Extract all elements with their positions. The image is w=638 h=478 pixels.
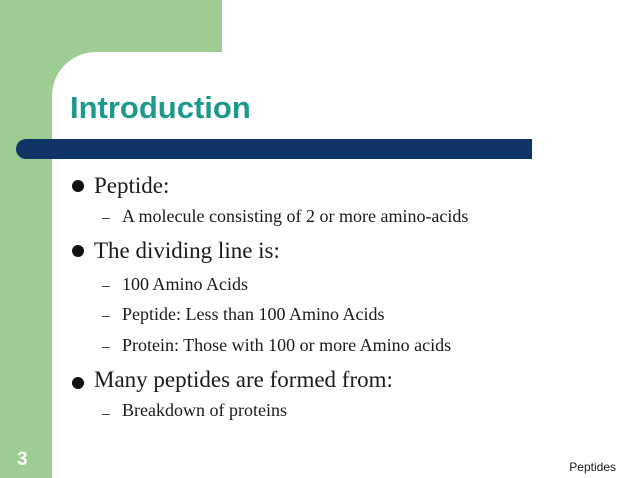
bullet-dot <box>72 180 84 192</box>
sub-bullet-text: Protein: Those with 100 or more Amino acids <box>122 335 452 355</box>
sub-bullet-dash: – <box>102 209 110 225</box>
bullet-dot <box>72 245 84 257</box>
sub-bullet-dash: – <box>102 307 110 323</box>
bullet-dot <box>72 377 84 389</box>
sub-bullet-text: Breakdown of proteins <box>122 400 287 420</box>
bullet-text: Peptide: <box>94 173 170 198</box>
footer-label: Peptides <box>569 460 616 474</box>
title-underline-bar <box>16 139 532 159</box>
sub-bullet-dash: – <box>102 405 110 421</box>
sub-bullet-dash: – <box>102 277 110 293</box>
bullet-text: Many peptides are formed from: <box>94 367 393 392</box>
green-frame-left <box>0 0 52 478</box>
sub-bullet-text: 100 Amino Acids <box>122 274 249 294</box>
sub-bullet-text: Peptide: Less than 100 Amino Acids <box>122 304 385 324</box>
bullet-text: The dividing line is: <box>94 238 280 263</box>
sub-bullet-dash: – <box>102 338 110 354</box>
slide-number: 3 <box>17 449 28 470</box>
slide-title: Introduction <box>70 90 251 125</box>
sub-bullet-text: A molecule consisting of 2 or more amino-acids <box>122 206 469 226</box>
